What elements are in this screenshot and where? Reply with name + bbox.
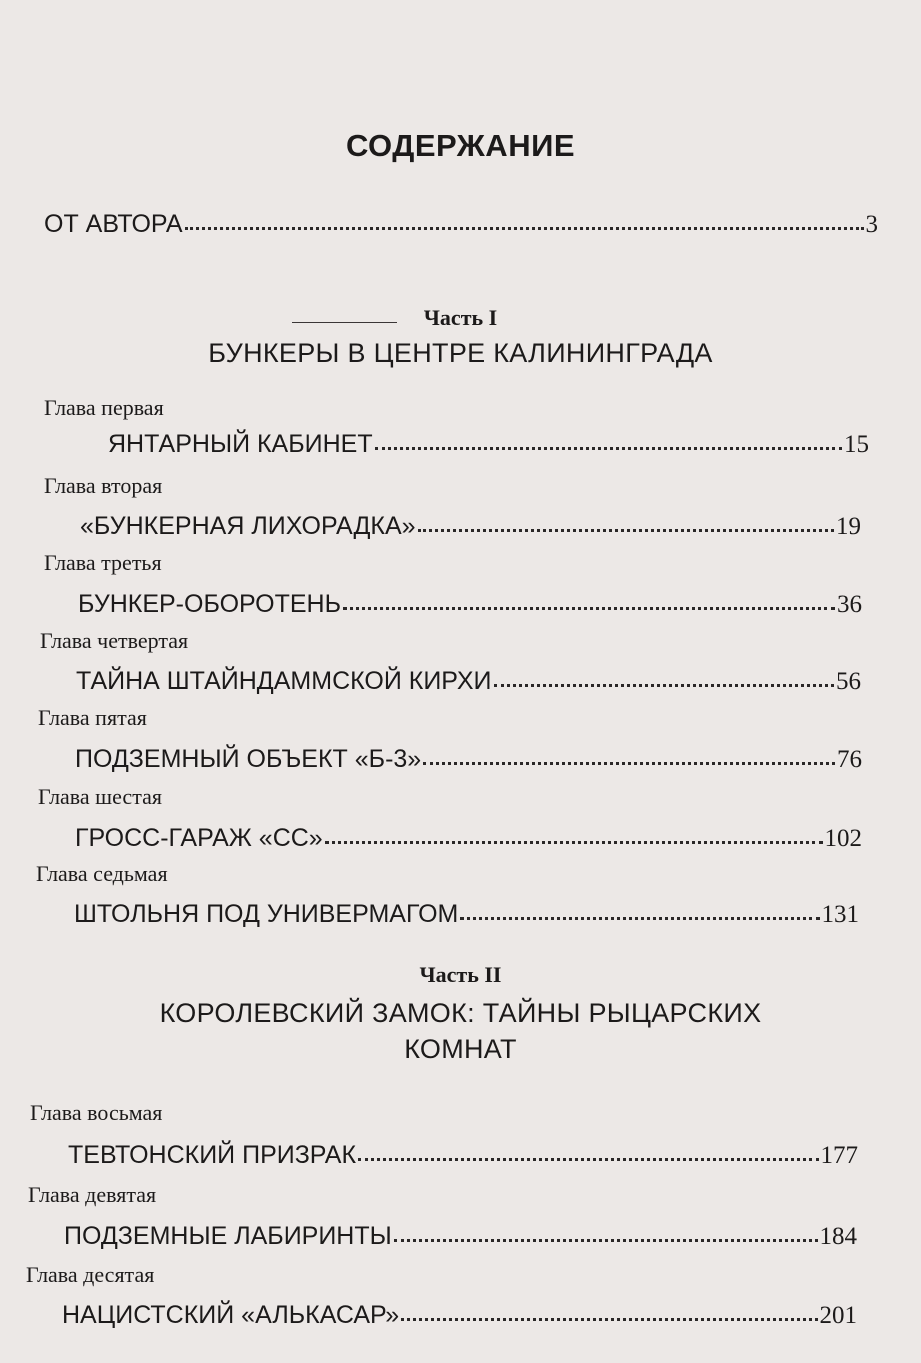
entry-title: ПОДЗЕМНЫЙ ОБЪЕКТ «Б-3»: [75, 745, 422, 773]
page-number: 56: [836, 668, 861, 695]
page-number: 15: [844, 431, 869, 458]
chapter-label: Глава десятая: [26, 1262, 155, 1287]
chapter-label: Глава четвертая: [40, 628, 189, 653]
toc-entry: [68, 1141, 858, 1170]
part-title: БУНКЕРЫ В ЦЕНТРЕ КАЛИНИНГРАДА: [208, 338, 713, 368]
page-number: 184: [819, 1223, 857, 1250]
toc-entry: [75, 745, 862, 774]
dot-leader: [423, 760, 835, 765]
toc-entry-intro: [44, 210, 878, 239]
entry-title: ЯНТАРНЫЙ КАБИНЕТ: [108, 430, 373, 458]
dot-leader: [494, 682, 835, 687]
part-title: КОРОЛЕВСКИЙ ЗАМОК: ТАЙНЫ РЫЦАРСКИХ: [159, 998, 762, 1028]
page-number: 36: [837, 591, 862, 618]
page-number: 102: [824, 825, 862, 852]
chapter-label: Глава третья: [44, 550, 162, 575]
toc-entry: [80, 512, 861, 541]
toc-entry: [78, 590, 862, 619]
dot-leader: [185, 225, 864, 230]
entry-title: БУНКЕР-ОБОРОТЕНЬ: [78, 590, 342, 618]
toc-entry: [64, 1222, 857, 1251]
entry-title: ГРОСС-ГАРАЖ «СС»: [75, 824, 323, 852]
dot-leader: [343, 605, 835, 610]
chapter-label: Глава первая: [44, 395, 164, 420]
toc-entry: [62, 1301, 857, 1330]
toc-entry: [75, 824, 862, 853]
entry-title: ТЕВТОНСКИЙ ПРИЗРАК: [68, 1141, 357, 1169]
dot-leader: [358, 1156, 818, 1161]
dot-leader: [325, 839, 823, 844]
dot-leader: [460, 915, 819, 920]
chapter-label: Глава вторая: [44, 473, 163, 498]
chapter-label: Глава пятая: [38, 705, 147, 730]
chapter-label: Глава шестая: [38, 784, 162, 809]
part-title-continued: КОМНАТ: [404, 1034, 517, 1064]
entry-title: «БУНКЕРНАЯ ЛИХОРАДКА»: [80, 512, 416, 540]
chapter-label: Глава девятая: [28, 1182, 157, 1207]
page-number: 131: [821, 901, 859, 928]
entry-title: НАЦИСТСКИЙ «АЛЬКАСАР»: [62, 1301, 400, 1329]
entry-title: ТАЙНА ШТАЙНДАММСКОЙ КИРХИ: [76, 667, 492, 695]
entry-title: ШТОЛЬНЯ ПОД УНИВЕРМАГОМ: [74, 900, 459, 928]
page-number: 201: [819, 1302, 857, 1329]
toc-entry: [76, 667, 861, 696]
page-number: 3: [865, 211, 878, 238]
toc-entry: [108, 430, 869, 459]
part-label: Часть II: [419, 962, 502, 987]
page-title: СОДЕРЖАНИЕ: [345, 128, 576, 163]
page-number: 19: [836, 513, 861, 540]
chapter-label: Глава седьмая: [36, 861, 168, 886]
entry-title: ОТ АВТОРА: [44, 210, 183, 238]
dot-leader: [418, 527, 834, 532]
dot-leader: [394, 1237, 818, 1242]
chapter-label: Глава восьмая: [30, 1100, 163, 1125]
page-number: 76: [837, 746, 862, 773]
dot-leader: [375, 445, 842, 450]
page-number: 177: [820, 1142, 858, 1169]
entry-title: ПОДЗЕМНЫЕ ЛАБИРИНТЫ: [64, 1222, 392, 1250]
toc-entry: [74, 900, 859, 929]
dot-leader: [401, 1316, 817, 1321]
part-label: Часть I: [423, 305, 498, 330]
